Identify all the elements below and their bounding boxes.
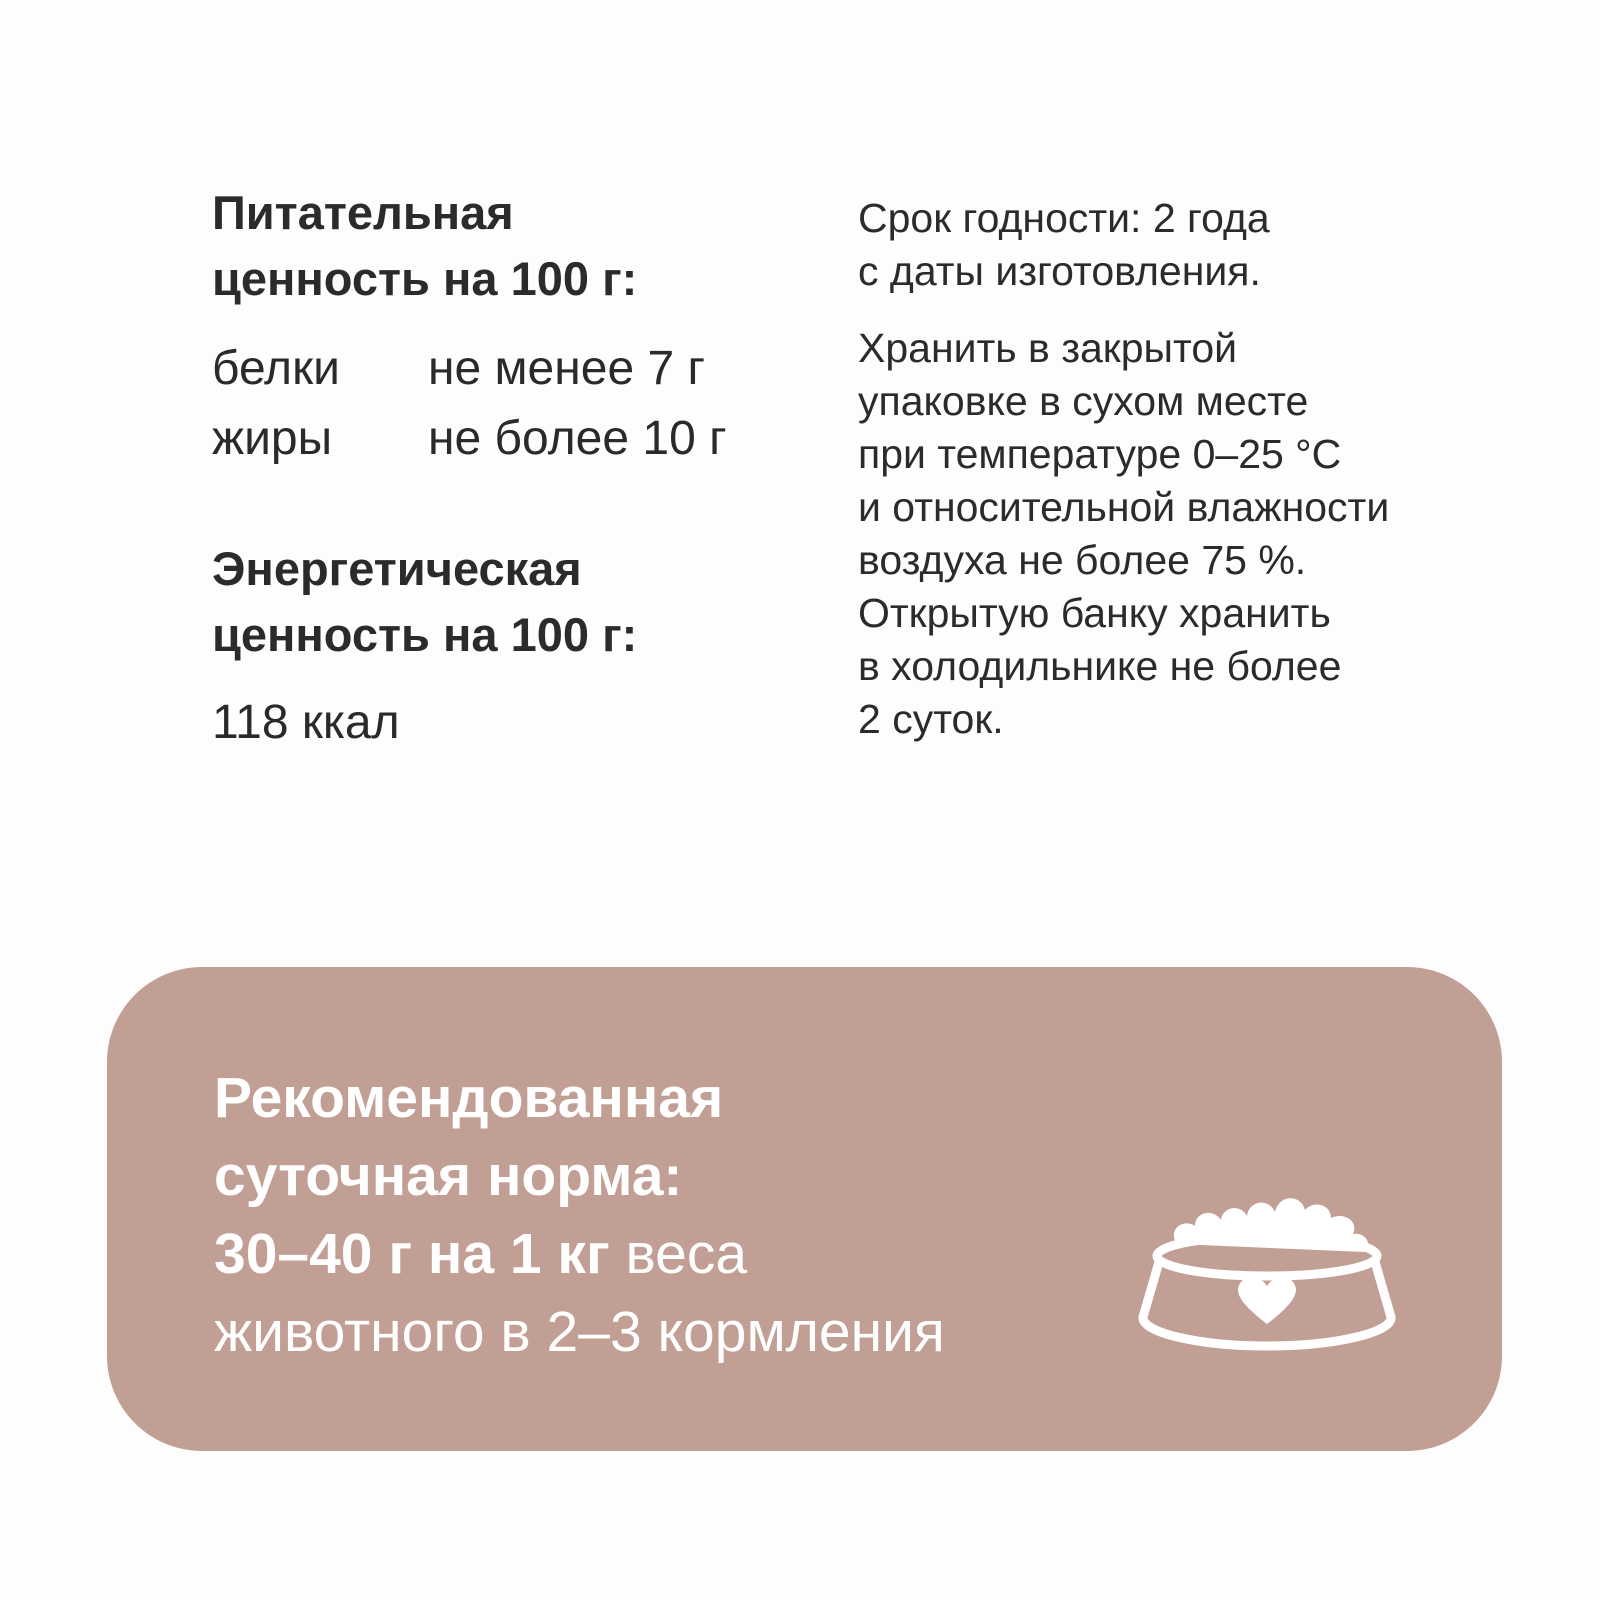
- storage-line: воздуха не более 75 %.: [858, 537, 1307, 583]
- recommendation-title-line1: Рекомендованная: [214, 1066, 724, 1130]
- energy-value: 118 ккал: [212, 696, 400, 749]
- nutrition-heading-line2: ценность на 100 г:: [212, 252, 638, 305]
- nutrient-value: не более 10 г: [428, 412, 727, 465]
- shelf-life-line: с даты изготовления.: [858, 248, 1261, 294]
- storage-line: и относительной влажности: [858, 484, 1390, 530]
- storage-line: в холодильнике не более: [858, 643, 1342, 689]
- recommendation-dose-bold: 30–40 г на 1 кг: [214, 1222, 610, 1286]
- storage-conditions: [858, 322, 1389, 746]
- food-bowl-heart-icon: [1137, 1182, 1397, 1357]
- nutrient-row-protein: [212, 336, 705, 402]
- recommendation-dose: [214, 1215, 945, 1293]
- shelf-life: [858, 192, 1270, 298]
- nutrient-name: жиры: [212, 412, 333, 465]
- energy-heading-line2: ценность на 100 г:: [212, 608, 638, 661]
- storage-line: Хранить в закрытой: [858, 325, 1238, 371]
- recommendation-dose-rest: веса: [609, 1222, 748, 1286]
- storage-line: Открытую банку хранить: [858, 590, 1331, 636]
- recommendation-card: [107, 967, 1502, 1451]
- nutrient-name: белки: [212, 342, 340, 395]
- nutrition-heading-line1: Питательная: [212, 186, 514, 239]
- storage-line: при температуре 0–25 °C: [858, 431, 1342, 477]
- nutrition-heading: [212, 180, 637, 312]
- recommendation-title-line2: суточная норма:: [214, 1144, 683, 1208]
- nutrient-row-fat: [212, 406, 727, 472]
- energy-heading-line1: Энергетическая: [212, 542, 582, 595]
- recommendation-line4: животного в 2–3 кормления: [214, 1300, 945, 1364]
- recommendation-text: [214, 1059, 945, 1371]
- storage-line: упаковке в сухом месте: [858, 378, 1309, 424]
- storage-line: 2 суток.: [858, 696, 1004, 742]
- shelf-life-line: Срок годности: 2 года: [858, 195, 1270, 241]
- energy-heading: [212, 536, 637, 668]
- nutrient-value: не менее 7 г: [428, 342, 706, 395]
